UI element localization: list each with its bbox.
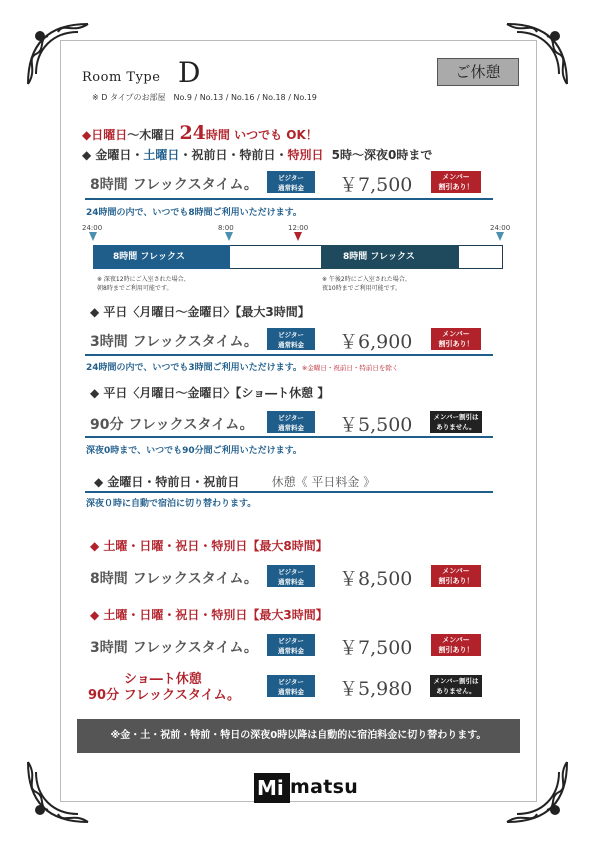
price: ￥5,500 [339, 414, 413, 436]
rest-badge: ご休憩 [437, 58, 519, 86]
room-type-label: Room Type [82, 70, 161, 85]
timeline-bar-2: 8時間 フレックス [321, 245, 459, 269]
plan-label: 8時間 フレックスタイム。 [90, 571, 258, 587]
visitor-badge: ビジター 通常料金 [267, 411, 315, 433]
corner-ornament-icon [497, 752, 577, 832]
member-badge: メンバー割引は ありません。 [430, 411, 482, 433]
timeline-label-1: 8:00 [218, 224, 234, 232]
room-type-letter: D [178, 56, 201, 89]
timeline-label-0: 24:00 [82, 224, 103, 232]
section3-heading: ◆ 平日〈月曜日〜金曜日〉【ショ―ト休憩 】 [90, 386, 330, 400]
plan-label: 90分 フレックスタイム。 [88, 688, 240, 703]
member-badge: メンバー割引は ありません。 [430, 675, 482, 697]
price: ￥7,500 [339, 637, 413, 659]
logo-mark: Mi [254, 773, 290, 803]
plan-label: 3時間 フレックスタイム。 [90, 640, 258, 656]
visitor-badge: ビジター 通常料金 [267, 675, 315, 697]
visitor-badge: ビジター 通常料金 [267, 634, 315, 656]
footer-notice: ※金・土・祝前・特前・特日の深夜0時以降は自動的に宿泊料金に切り替わります。 [77, 719, 520, 753]
divider [85, 436, 493, 438]
divider [85, 354, 493, 356]
section5-heading: ◆ 土曜・日曜・祝日・特別日【最大8時間】 [90, 539, 328, 553]
section1-note: 24時間の内で、いつでも8時間ご利用いただけます。 [86, 208, 302, 218]
section3-note: 深夜0時まで、いつでも90分間ご利用いただけます。 [86, 446, 302, 456]
short-rest-label: ショ―ト休憩 [124, 672, 202, 687]
visitor-badge: ビジター 通常料金 [267, 171, 315, 193]
section2-note: 24時間の内で、いつでも3時間ご利用いただけます。※金曜日・祝前日・特前日を除く [86, 363, 399, 373]
timeline-label-2: 12:00 [288, 224, 309, 232]
timeline-note-2b: 夜10時までご利用可能です。 [322, 285, 402, 292]
visitor-badge: ビジター 通常料金 [267, 565, 315, 587]
timeline-note-2a: ※ 午後2時にご入室された場合、 [322, 276, 411, 283]
section1-line1: ◆日曜日〜木曜日 24時間 いつでも OK！ [82, 122, 318, 144]
marker-icon [496, 232, 504, 241]
timeline-note-1a: ※ 深夜12時にご入室された場合、 [97, 276, 190, 283]
price: ￥7,500 [339, 174, 413, 196]
section1-line2: ◆ 金曜日・土曜日・祝前日・特前日・特別日 5時〜深夜0時まで [82, 148, 433, 162]
price: ￥6,900 [339, 331, 413, 353]
logo-text: matsu [290, 776, 359, 798]
divider [85, 198, 493, 200]
price: ￥8,500 [339, 568, 413, 590]
plan-label: 8時間 フレックスタイム。 [90, 177, 258, 193]
marker-icon [89, 232, 97, 241]
member-badge: メンバー 割引あり！ [431, 565, 481, 587]
marker-icon [225, 232, 233, 241]
room-numbers: ※ D タイプのお部屋 No.9 / No.13 / No.16 / No.18 / No.19 [92, 93, 317, 102]
timeline-label-3: 24:00 [490, 224, 511, 232]
timeline-bar-1: 8時間 フレックス [93, 245, 230, 269]
divider [85, 491, 493, 493]
plan-label: 90分 フレックスタイム。 [90, 417, 254, 433]
timeline-markers [85, 232, 505, 244]
plan-label: 3時間 フレックスタイム。 [90, 334, 258, 350]
member-badge: メンバー 割引あり！ [431, 328, 481, 350]
corner-ornament-icon [18, 752, 98, 832]
timeline-note-1b: 朝8時までご利用可能です。 [97, 285, 173, 292]
member-badge: メンバー 割引あり！ [431, 171, 481, 193]
visitor-badge: ビジター 通常料金 [267, 328, 315, 350]
section6-heading: ◆ 土曜・日曜・祝日・特別日【最大3時間】 [90, 608, 328, 622]
member-badge: メンバー 割引あり！ [431, 634, 481, 656]
section4-heading: ◆ 金曜日・特前日・祝前日 休憩《 平日料金 》 [94, 475, 376, 489]
section4-note: 深夜０時に自動で宿泊に切り替わります。 [86, 499, 257, 509]
marker-icon [294, 232, 302, 241]
price: ￥5,980 [339, 678, 413, 700]
section2-heading: ◆ 平日〈月曜日〜金曜日〉【最大3時間】 [90, 305, 310, 319]
